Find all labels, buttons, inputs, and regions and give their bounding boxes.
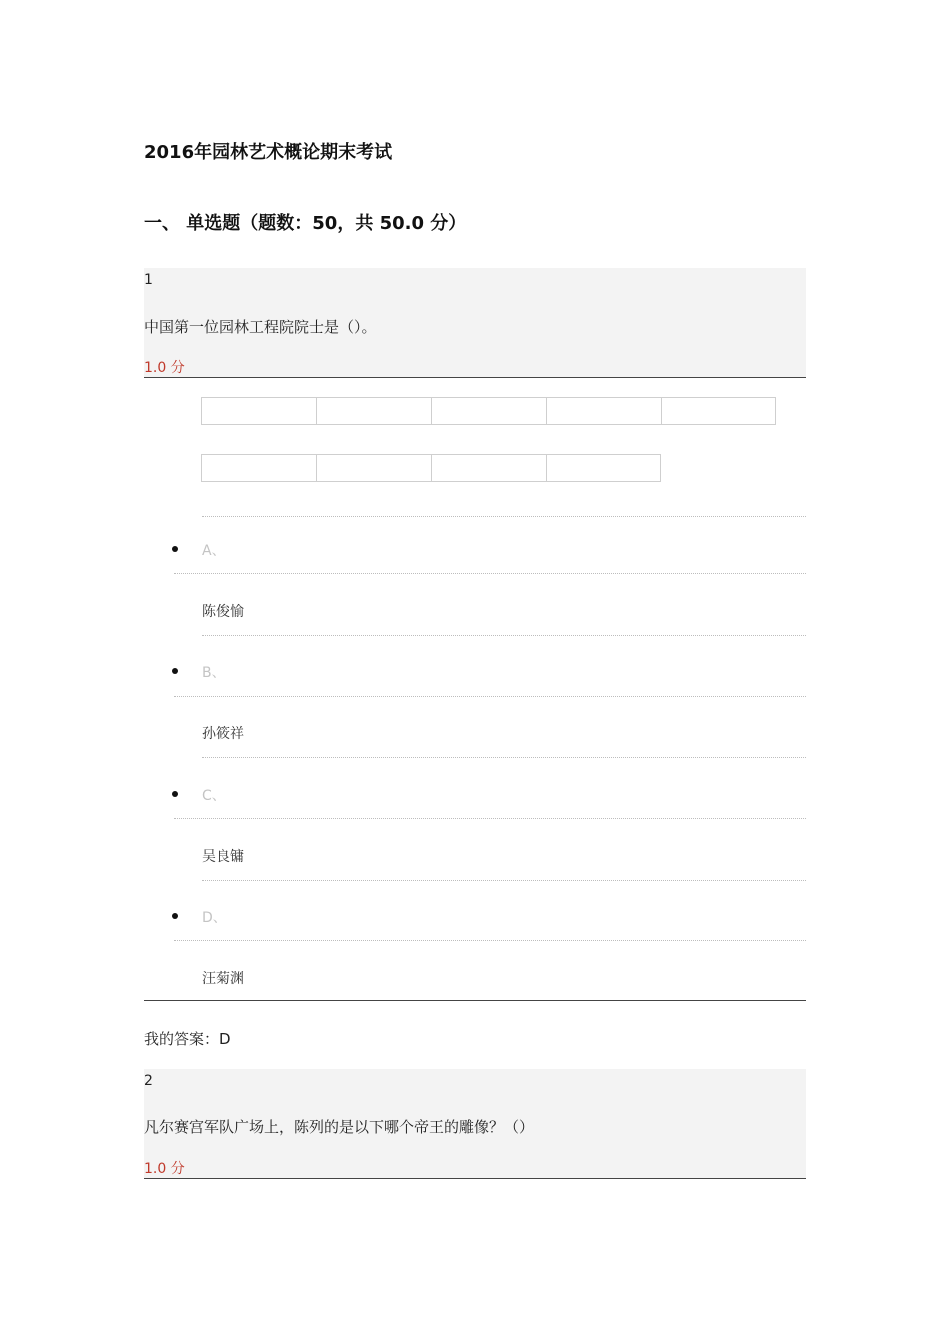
bullet-icon [172, 791, 178, 797]
divider [202, 516, 806, 517]
divider [202, 635, 806, 636]
blank-cell [316, 397, 432, 425]
question-text: 中国第一位园林工程院院士是（）。 [144, 318, 377, 336]
options-bottom-rule [144, 1000, 806, 1001]
question-1-header [144, 268, 806, 378]
option-d-text[interactable]: 汪菊渊 [202, 971, 244, 987]
blank-cell [661, 397, 776, 425]
question-text: 凡尔赛宫军队广场上，陈列的是以下哪个帝王的雕像？（） [144, 1118, 535, 1136]
divider [174, 573, 806, 574]
divider [202, 880, 806, 881]
question-score: 1.0 分 [144, 360, 185, 376]
divider [174, 940, 806, 941]
my-answer: 我的答案：D [144, 1030, 231, 1048]
option-a-text[interactable]: 陈俊愉 [202, 604, 244, 620]
question-score: 1.0 分 [144, 1161, 185, 1177]
blank-cell [201, 454, 317, 482]
option-b-text[interactable]: 孙筱祥 [202, 726, 244, 742]
question-number: 1 [144, 272, 153, 288]
document-title: 2016年园林艺术概论期末考试 [144, 142, 393, 163]
divider [174, 696, 806, 697]
blank-cell [431, 454, 547, 482]
divider [174, 818, 806, 819]
question-number: 2 [144, 1073, 153, 1089]
option-d-letter[interactable]: D、 [202, 910, 227, 926]
blank-cell [431, 397, 547, 425]
option-a-letter[interactable]: A、 [202, 543, 226, 559]
blank-cell [546, 397, 662, 425]
section-title: 一、 单选题（题数：50，共 50.0 分） [144, 213, 467, 234]
option-c-text[interactable]: 吴良镛 [202, 849, 244, 865]
option-b-letter[interactable]: B、 [202, 665, 226, 681]
bullet-icon [172, 913, 178, 919]
option-c-letter[interactable]: C、 [202, 788, 226, 804]
blank-cell [201, 397, 317, 425]
divider [202, 757, 806, 758]
question-2-header [144, 1069, 806, 1179]
blank-cell [316, 454, 432, 482]
blank-cell [546, 454, 661, 482]
bullet-icon [172, 546, 178, 552]
bullet-icon [172, 668, 178, 674]
